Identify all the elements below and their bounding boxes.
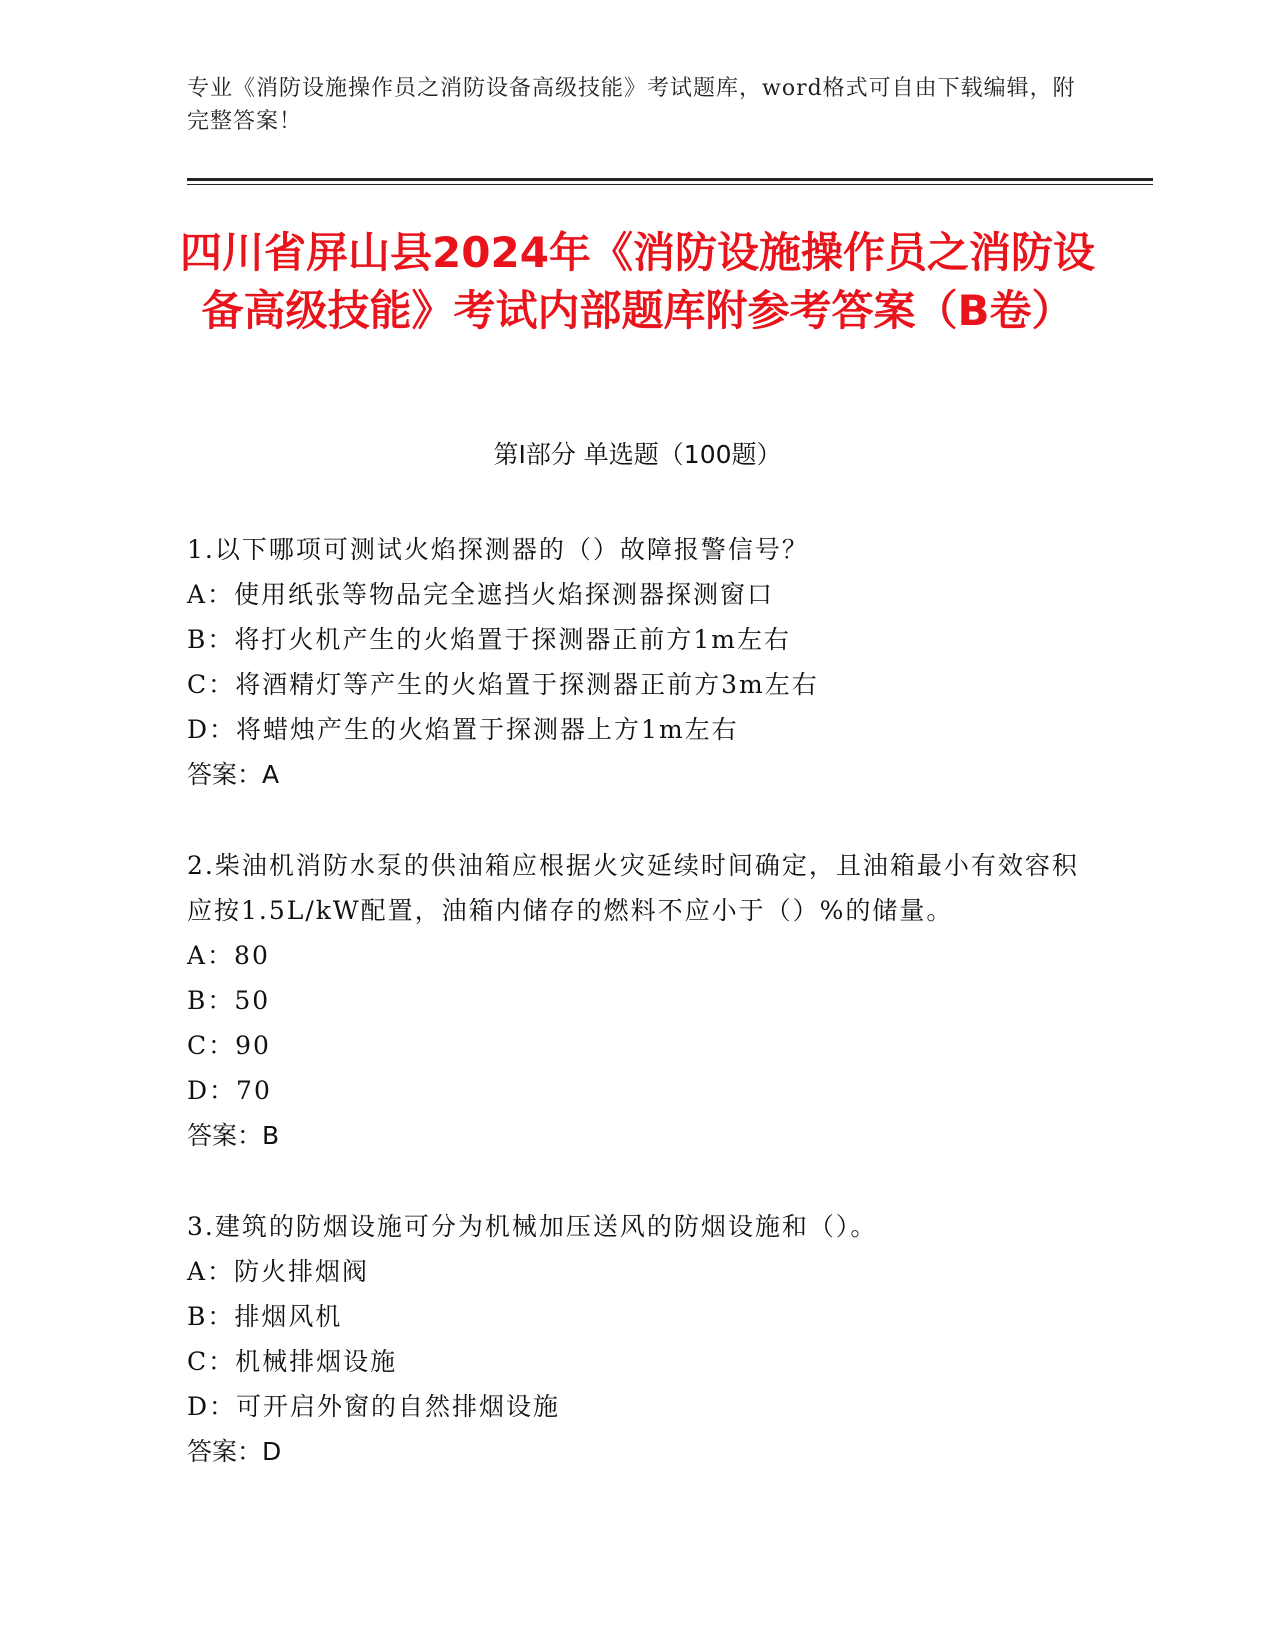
question-text: 2.柴油机消防水泵的供油箱应根据火灾延续时间确定，且油箱最小有效容积应按1.5L/kW配置，油箱内储存的燃料不应小于（）%的储量。: [187, 851, 1079, 925]
section-heading: 第I部分 单选题（100题）: [493, 440, 782, 469]
question-3: [187, 1204, 1087, 1474]
option-d: D：70: [187, 1076, 272, 1105]
question-text: 1.以下哪项可测试火焰探测器的（）故障报警信号？: [187, 535, 809, 564]
option-b: B：将打火机产生的火焰置于探测器正前方1m左右: [187, 625, 791, 654]
answer: 答案：D: [187, 1437, 282, 1466]
option-c: C：90: [187, 1031, 271, 1060]
option-b: B：50: [187, 986, 271, 1015]
question-list: [187, 527, 1087, 1520]
document-title: 四川省屏山县2024年《消防设施操作员之消防设备高级技能》考试内部题库附参考答案（B卷）: [180, 228, 1095, 335]
question-text: 3.建筑的防烟设施可分为机械加压送风的防烟设施和（）。: [187, 1212, 878, 1241]
question-2: [187, 843, 1087, 1158]
header-divider: [187, 178, 1153, 181]
option-c: C：机械排烟设施: [187, 1347, 398, 1376]
option-a: A：使用纸张等物品完全遮挡火焰探测器探测窗口: [187, 580, 775, 609]
option-b: B：排烟风机: [187, 1302, 343, 1331]
option-a: A：80: [187, 941, 270, 970]
answer: 答案：B: [187, 1121, 280, 1150]
question-1: [187, 527, 1087, 797]
option-c: C：将酒精灯等产生的火焰置于探测器正前方3m左右: [187, 670, 819, 699]
header-divider-thin: [187, 184, 1153, 185]
option-d: D：可开启外窗的自然排烟设施: [187, 1392, 561, 1421]
option-a: A：防火排烟阀: [187, 1257, 370, 1286]
answer: 答案：A: [187, 760, 280, 789]
header-note: 专业《消防设施操作员之消防设备高级技能》考试题库，word格式可自由下载编辑，附完整答案！: [187, 76, 1076, 134]
option-d: D：将蜡烛产生的火焰置于探测器上方1m左右: [187, 715, 739, 744]
